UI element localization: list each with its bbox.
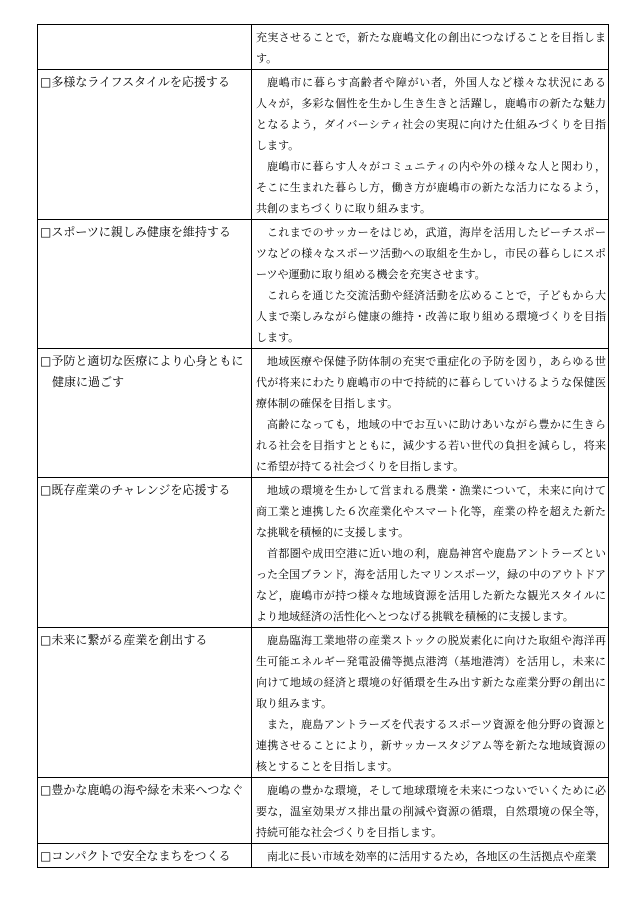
description-paragraph: 南北に長い市域を効率的に活用するため，各地区の生活拠点や産業 (267, 850, 597, 863)
policy-table (37, 24, 609, 868)
table-row (38, 220, 609, 349)
table-row (38, 349, 609, 478)
goal-cell (38, 70, 252, 220)
goal-cell (38, 25, 252, 70)
description-cell (252, 349, 609, 478)
policy-table-body (38, 25, 609, 868)
description-paragraph: 鹿島臨海工業地帯の産業ストックの脱炭素化に向けた取組や海洋再生可能エネルギー発電設備等拠点港湾（基地港湾）を活用し，未来に向けて地域の経済と環境の好循環を生み出す新たな産業分野の創出に取り組みます。 (256, 634, 606, 710)
description-paragraph: これまでのサッカーをはじめ，武道，海岸を活用したビーチスポーツなどの様々なスポーツ活動への取組を生かし，市民の暮らしにスポーツや運動に取り組める機会を充実させます。 (256, 226, 606, 281)
description-paragraph: 鹿嶋市に暮らす人々がコミュニティの内や外の様々な人と関わり，そこに生まれた暮らし方，働き方が鹿嶋市の新たな活力になるよう，共創のまちづくりに取り組みます。 (256, 160, 606, 215)
description-paragraph: 高齢になっても，地域の中でお互いに助けあいながら豊かに生きられる社会を目指すとともに，減少する若い世代の負担を減らし，将来に希望が持てる社会づくりを目指します。 (256, 418, 606, 473)
table-row (38, 844, 609, 868)
table-row (38, 628, 609, 778)
description-cell (252, 25, 609, 70)
description-paragraph: 地域医療や保健予防体制の充実で重症化の予防を図り，あらゆる世代が将来にわたり鹿嶋市の中で持続的に暮らしていけるような保健医療体制の確保を目指します。 (256, 355, 606, 410)
description-cell (252, 220, 609, 349)
goal-label: □既存産業のチャレンジを応援する (40, 483, 231, 497)
description-paragraph: 鹿嶋の豊かな環境，そして地球環境を未来につないでいくために必要な，温室効果ガス排出量の削減や資源の循環，自然環境の保全等，持続可能な社会づくりを目指します。 (256, 784, 606, 839)
description-cell (252, 478, 609, 628)
goal-cell (38, 844, 252, 868)
description-paragraph: 鹿嶋市に暮らす高齢者や障がい者，外国人など様々な状況にある人々が，多彩な個性を生かし生き生きと活躍し，鹿嶋市の新たな魅力となるよう，ダイバーシティ社会の実現に向けた仕組みづくりを目指します。 (256, 76, 606, 152)
description-paragraph: 首都圏や成田空港に近い地の利，鹿島神宮や鹿島アントラーズといった全国ブランド，海を活用したマリンスポーツ，緑の中のアウトドアなど，鹿嶋市が持つ様々な地域資源を活用した新たな観光スタイルにより地域経済の活性化へとつなげる挑戦を積極的に支援します。 (256, 547, 606, 623)
description-cell (252, 778, 609, 844)
description-cell (252, 844, 609, 868)
goal-cell (38, 478, 252, 628)
description-paragraph: 充実させることで，新たな鹿嶋文化の創出につなげることを目指します。 (256, 31, 606, 65)
table-row (38, 778, 609, 844)
table-row (38, 25, 609, 70)
description-cell (252, 70, 609, 220)
goal-cell (38, 349, 252, 478)
goal-label: □豊かな鹿嶋の海や緑を未来へつなぐ (40, 783, 244, 797)
goal-label: □多様なライフスタイルを応援する (40, 75, 230, 89)
goal-label: □予防と適切な医療により心身ともに健康に過ごす (40, 354, 244, 389)
table-row (38, 70, 609, 220)
goal-label: □コンパクトで安全なまちをつくる (40, 849, 231, 863)
description-paragraph: これらを通じた交流活動や経済活動を広めることで，子どもから大人まで楽しみながら健康の維持・改善に取り組める環境づくりを目指します。 (256, 289, 606, 344)
goal-label: □未来に繋がる産業を創出する (40, 633, 208, 647)
document-page (37, 24, 606, 868)
goal-label: □スポーツに親しみ健康を維持する (40, 225, 231, 239)
table-row (38, 478, 609, 628)
goal-cell (38, 628, 252, 778)
goal-cell (38, 220, 252, 349)
description-paragraph: 地域の環境を生かして営まれる農業・漁業について，未来に向けて商工業と連携した６次産業化やスマート化等，産業の枠を超えた新たな挑戦を積極的に支援します。 (256, 484, 606, 539)
description-cell (252, 628, 609, 778)
description-paragraph: また，鹿島アントラーズを代表するスポーツ資源を他分野の資源と連携させることにより，新サッカースタジアム等を新たな地域資源の核とすることを目指します。 (256, 718, 606, 773)
goal-cell (38, 778, 252, 844)
